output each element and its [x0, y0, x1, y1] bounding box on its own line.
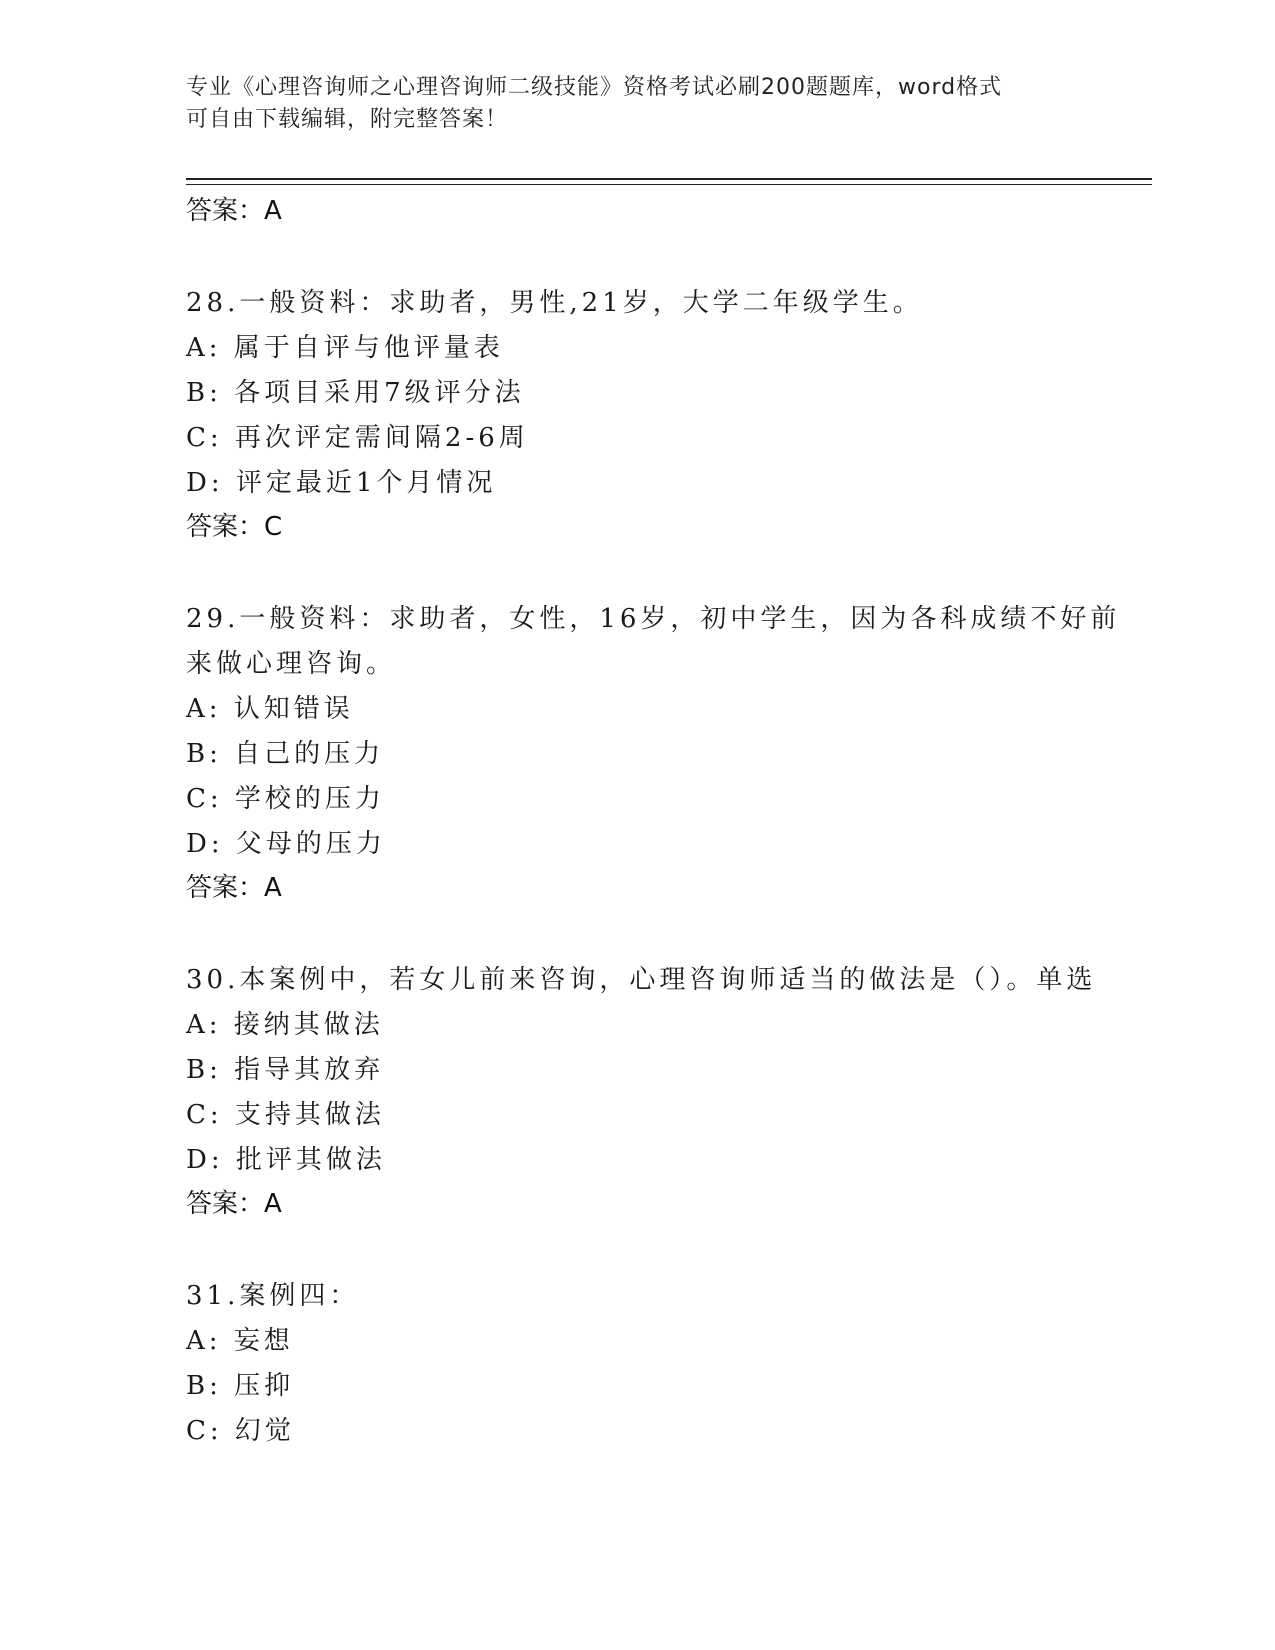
question-text: 28.一般资料：求助者，男性,21岁，大学二年级学生。 — [186, 288, 923, 318]
option-b: B: 指导其放弃 — [186, 1055, 385, 1085]
option-a: A: 妄想 — [186, 1326, 294, 1356]
answer-line: 答案：C — [186, 512, 283, 542]
option-b: B: 各项目采用7级评分法 — [186, 378, 525, 408]
answer-line: 答案：A — [186, 1189, 282, 1219]
option-a: A: 接纳其做法 — [186, 1010, 384, 1040]
option-c: C: 学校的压力 — [186, 784, 385, 814]
option-a: A: 属于自评与他评量表 — [186, 333, 504, 363]
option-d: D: 父母的压力 — [186, 829, 386, 859]
answer-line: 答案：A — [186, 873, 282, 903]
document-header — [186, 72, 1086, 136]
question-28 — [186, 281, 1146, 548]
header-rule-thin — [186, 184, 1152, 185]
option-c: C: 支持其做法 — [186, 1100, 385, 1130]
question-text: 31.案例四： — [186, 1281, 360, 1311]
option-a: A: 认知错误 — [186, 694, 354, 724]
option-c: C: 再次评定需间隔2-6周 — [186, 423, 529, 453]
question-text-line-1: 29.一般资料：求助者，女性，16岁，初中学生，因为各科成绩不好前 — [186, 604, 1121, 634]
question-text-line-2: 来做心理咨询。 — [186, 649, 397, 679]
question-31 — [186, 1274, 1146, 1454]
option-b: B: 压抑 — [186, 1371, 295, 1401]
option-b: B: 自己的压力 — [186, 739, 385, 769]
header-line-2: 可自由下载编辑，附完整答案！ — [186, 107, 509, 132]
question-29 — [186, 597, 1146, 909]
answer-line: 答案：A — [186, 196, 282, 226]
header-line-1: 专业《心理咨询师之心理咨询师二级技能》资格考试必刷200题题库，word格式 — [186, 75, 1003, 100]
question-text: 30.本案例中，若女儿前来咨询，心理咨询师适当的做法是（）。单选 — [186, 965, 1097, 995]
option-d: D: 评定最近1个月情况 — [186, 468, 497, 498]
option-d: D: 批评其做法 — [186, 1145, 386, 1175]
header-rule-thick — [186, 178, 1152, 180]
question-30 — [186, 958, 1146, 1225]
question-list — [186, 190, 1146, 1454]
option-c: C: 幻觉 — [186, 1416, 295, 1446]
